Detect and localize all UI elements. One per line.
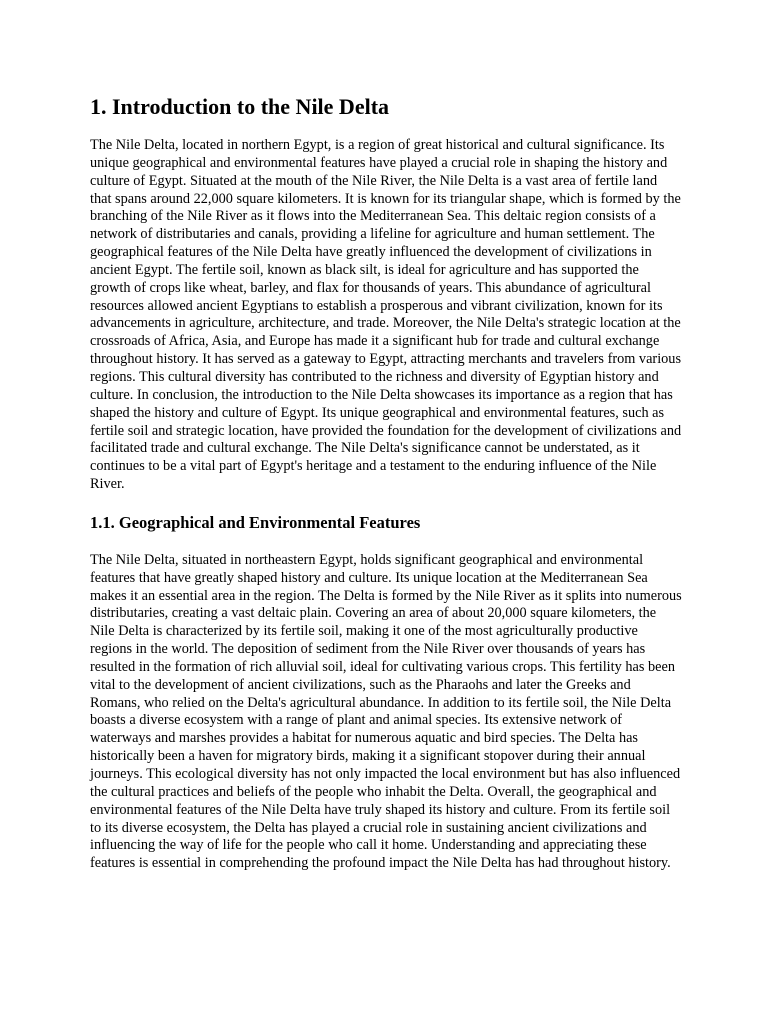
section-body-geographical-features: The Nile Delta, situated in northeastern Egypt, holds significant geographical and environmental features that have greatly shaped history and culture. Its unique location at the Mediterranean Sea makes it an essential area in the region. The Delta is formed by the Nile River as it splits into numerous distributaries, creating a vast deltaic plain. Covering an area of about 20,000 square kilometers, the Nile Delta is characterized by its fertile soil, making it one of the most agriculturally productive regions in the world. The deposition of sediment from the Nile River over thousands of years has resulted in the formation of rich alluvial soil, ideal for cultivating various crops. This fertility has been vital to the development of ancient civilizations, such as the Pharaohs and later the Greeks and Romans, who relied on the Delta's agricultural abundance. In addition to its fertile soil, the Nile Delta boasts a diverse ecosystem with a range of plant and animal species. Its extensive network of waterways and marshes provides a habitat for numerous aquatic and bird species. The Delta has historically been a haven for migratory birds, making it a significant stopover during their annual journeys. This ecological diversity has not only impacted the local environment but has also influenced the cultural practices and beliefs of the people who inhabit the Delta. Overall, the geographical and environmental features of the Nile Delta have truly shaped its history and culture. From its fertile soil to its diverse ecosystem, the Delta has played a crucial role in sustaining ancient civilizations and influencing the way of life for the people who call it home. Understanding and appreciating these features is essential in comprehending the profound impact the Nile Delta has had throughout history. bbox=[90, 551, 682, 872]
section-spacer bbox=[90, 494, 682, 512]
document-page bbox=[90, 94, 682, 873]
section-heading-introduction: 1. Introduction to the Nile Delta bbox=[90, 94, 390, 119]
section-body-introduction: The Nile Delta, located in northern Egypt, is a region of great historical and cultural significance. Its unique geographical and environmental features have played a crucial role in shaping the history and culture of Egypt. Situated at the mouth of the Nile River, the Nile Delta is a vast area of fertile land that spans around 22,000 square kilometers. It is known for its triangular shape, which is formed by the branching of the Nile River as it flows into the Mediterranean Sea. This deltaic region consists of a network of distributaries and canals, providing a lifeline for agriculture and human settlement. The geographical features of the Nile Delta have greatly influenced the development of civilizations in ancient Egypt. The fertile soil, known as black silt, is ideal for agriculture and has supported the growth of crops like wheat, barley, and flax for thousands of years. This abundance of agricultural resources allowed ancient Egyptians to establish a prosperous and vibrant civilization, known for its advancements in agriculture, architecture, and trade. Moreover, the Nile Delta's strategic location at the crossroads of Africa, Asia, and Europe has made it a significant hub for trade and cultural exchange throughout history. It has served as a gateway to Egypt, attracting merchants and travelers from various regions. This cultural diversity has contributed to the richness and diversity of Egyptian history and culture. In conclusion, the introduction to the Nile Delta showcases its importance as a region that has shaped the history and culture of Egypt. Its unique geographical and environmental features, such as fertile soil and strategic location, have provided the foundation for the development of civilizations and facilitated trade and cultural exchange. The Nile Delta's significance cannot be understated, as it continues to be a vital part of Egypt's heritage and a testament to the enduring influence of the Nile River. bbox=[90, 137, 682, 493]
section-heading-geographical-features: 1.1. Geographical and Environmental Features bbox=[90, 512, 421, 532]
